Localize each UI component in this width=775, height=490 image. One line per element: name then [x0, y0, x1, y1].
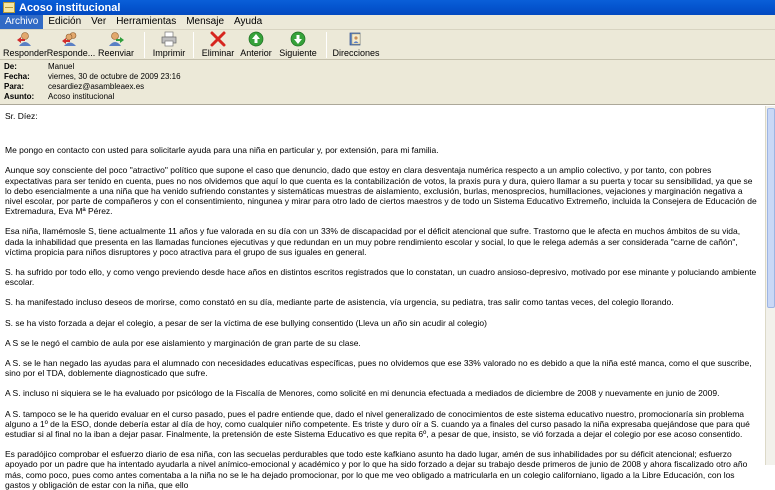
addresses-label: Direcciones	[332, 48, 380, 58]
previous-button[interactable]	[236, 30, 276, 60]
reply-all-icon	[62, 31, 80, 47]
toolbar-separator	[326, 32, 327, 58]
subject-label: Asunto:	[4, 92, 35, 101]
toolbar-separator	[193, 32, 194, 58]
body-paragraph: Me pongo en contacto con usted para solicitarle ayuda para una niña en particular y, por extensión, para mi familia.	[5, 145, 439, 156]
body-paragraph: A S. se le han negado las ayudas para el alumnado con necesidades educativas específicas, pues no olvidemos que ese 33% valorado no es debido a que la niña esté manca, como el que suscribe, sino por el TDA, doblemente diagnosticado que sufre.	[5, 358, 752, 379]
to-label: Para:	[4, 82, 25, 91]
body-paragraph: S. ha manifestado incluso deseos de morirse, como constató en su día, mediante parte de asistencia, vía urgencia, su pediatra, tras salir como tantas veces, del colegio llorando.	[5, 297, 674, 308]
message-body[interactable]	[0, 106, 765, 490]
reply-icon	[16, 31, 34, 47]
previous-label: Anterior	[240, 48, 272, 58]
body-paragraph: Sr. Díez:	[5, 111, 38, 121]
menu-archivo[interactable]: Archivo	[0, 15, 43, 29]
print-button[interactable]	[151, 30, 187, 60]
body-paragraph: S. se ha visto forzada a dejar el colegio, a pesar de ser la víctima de ese bullying consentido (Lleva un año sin acudir al colegio)	[5, 317, 487, 328]
to-row	[4, 82, 775, 92]
reply-all-button[interactable]	[48, 30, 94, 60]
body-paragraph: A S. incluso ni siquiera se le ha evaluado por psicólogo de la Fiscalía de Menores, como solicité en mi denuncia efectuada a mediados de diciembre de 2008 y nuevamente en junio de 2009.	[5, 388, 720, 399]
forward-label: Reenviar	[97, 48, 135, 58]
next-label: Siguiente	[279, 48, 317, 58]
menu-ver[interactable]: Ver	[91, 16, 107, 27]
vertical-scrollbar[interactable]	[765, 106, 775, 465]
addresses-button[interactable]	[333, 30, 379, 60]
reply-all-label: Responde...	[46, 48, 96, 58]
toolbar	[0, 30, 775, 60]
menu-edicion[interactable]: Edición	[48, 16, 82, 27]
delete-label: Eliminar	[201, 48, 235, 58]
toolbar-separator	[144, 32, 145, 58]
date-row	[4, 72, 775, 82]
body-paragraph: Es paradójico comprobar el esfuerzo diario de esa niña, con las secuelas perdurables que todo este kafkiano asunto ha dado lugar, amén de sus inhabilidades por su déficit atencional; esfuerzo apoyado por un padre que ha intentado ayudarla a nivel anímico-emocional y académico y por lo que ha sido forzado a dejar su trabajo desde primeros de junio de 2008 y ahora fiscalizado otro año más, como poco, pues como antes comentaba a la niña no se le ha dejado promocionar, por lo que me veo obligado a matricularla en un colegio californiano, ligado a la Libre Educación, con los gastos y obligación de estar con la niña, que ello	[5, 449, 748, 490]
date-label: Fecha:	[4, 72, 30, 81]
delete-x-icon	[209, 31, 227, 47]
reply-label: Responder	[2, 48, 48, 58]
subject-value: Acoso institucional	[48, 92, 115, 101]
delete-button[interactable]	[200, 30, 236, 60]
address-book-icon	[347, 31, 365, 47]
title-bar[interactable]	[0, 0, 775, 15]
printer-icon	[160, 31, 178, 47]
reply-button[interactable]	[2, 30, 48, 60]
date-value: viernes, 30 de octubre de 2009 23:16	[48, 72, 181, 81]
from-value[interactable]: Manuel	[48, 62, 75, 71]
arrow-down-icon	[289, 31, 307, 47]
message-header	[0, 60, 775, 105]
menu-mensaje[interactable]: Mensaje	[186, 16, 225, 27]
body-paragraph: Esa niña, llamémosle S, tiene actualmente 11 años y fue valorada en su día con un 33% de discapacidad por el déficit atencional que sufre. Trastorno que le afecta en muchos ámbitos de su vida, dada la inhabilidad que presenta en las llamadas funciones ejecutivas y que redundan en un muy pobre rendimiento escolar y social, lo que le relega además a ser considerada "carne de cañón", víctima propicia para niños disruptores y poco atractiva para el grupo de sus iguales en general.	[5, 226, 741, 257]
menu-ayuda[interactable]: Ayuda	[234, 16, 263, 27]
forward-button[interactable]	[94, 30, 138, 60]
body-paragraph: S. ha sufrido por todo ello, y como vengo previendo desde hace años en distintos escritos registrados que lo constatan, un cuadro ansioso-depresivo, motivado por ese minante y poluciando ambiente escolar.	[5, 267, 757, 288]
body-paragraph: A S. tampoco se le ha querido evaluar en el curso pasado, pues el padre entiende que, dado el nivel generalizado de conocimientos de este sistema educativo nuestro, promocionaría sin problema alguno a 1º de la ESO, donde debería estar al día de hoy, como cualquier niño competente. Es triste y duro oír a S. cuando ya a finales del curso pasado la niña expresaba quejándose que para qué estudiar si al final no la iban a dejar pasar. Finalmente, la pretensión de este Sistema Educativo es que repita 6º, a pesar de que, insisto, se vió forzada a dejar el colegio por ese acoso consentido.	[5, 408, 750, 440]
from-label: De:	[4, 62, 17, 71]
to-value[interactable]: cesardiez@asambleaex.es	[48, 82, 145, 91]
forward-icon	[107, 31, 125, 47]
print-label: Imprimir	[152, 48, 186, 58]
body-paragraph: A S se le negó el cambio de aula por ese aislamiento y marginación de gran parte de su clase.	[5, 337, 361, 348]
next-button[interactable]	[276, 30, 320, 60]
menu-bar	[0, 15, 775, 30]
subject-row	[4, 92, 775, 102]
envelope-icon	[3, 2, 15, 13]
window-title: Acoso institucional	[19, 1, 121, 14]
from-row	[4, 62, 775, 72]
arrow-up-icon	[247, 31, 265, 47]
menu-herramientas[interactable]: Herramientas	[116, 16, 177, 27]
scrollbar-thumb[interactable]	[767, 108, 775, 308]
body-paragraph: Aunque soy consciente del poco "atractivo" político que supone el caso que denuncio, dado que estoy en clara desventaja numérica respecto a un amplio colectivo, y por tanto, con pobres expectativas para ser tenido en cuenta, pues no nos olvidemos que aquí lo que cuenta es la contabilización de votos, la praxis pura y dura, quiero llamar a su puerta y tocar su sensibilidad, ya que se lo debo esencialmente a una niña que ha venido sufriendo constantes y sistemáticas muestras de aislamiento, exclusión, burlas, menosprecios, humillaciones, vejaciones y marginación negativa a nivel escolar, por parte de compañeros y con el consentimiento, ningunea y mirar para otro lado de ciertos maestros y de todo un Sistema Educativo Extremeño, incluida la Consejera de Educación de Extremadura, Eva Mª Pérez.	[5, 165, 757, 217]
